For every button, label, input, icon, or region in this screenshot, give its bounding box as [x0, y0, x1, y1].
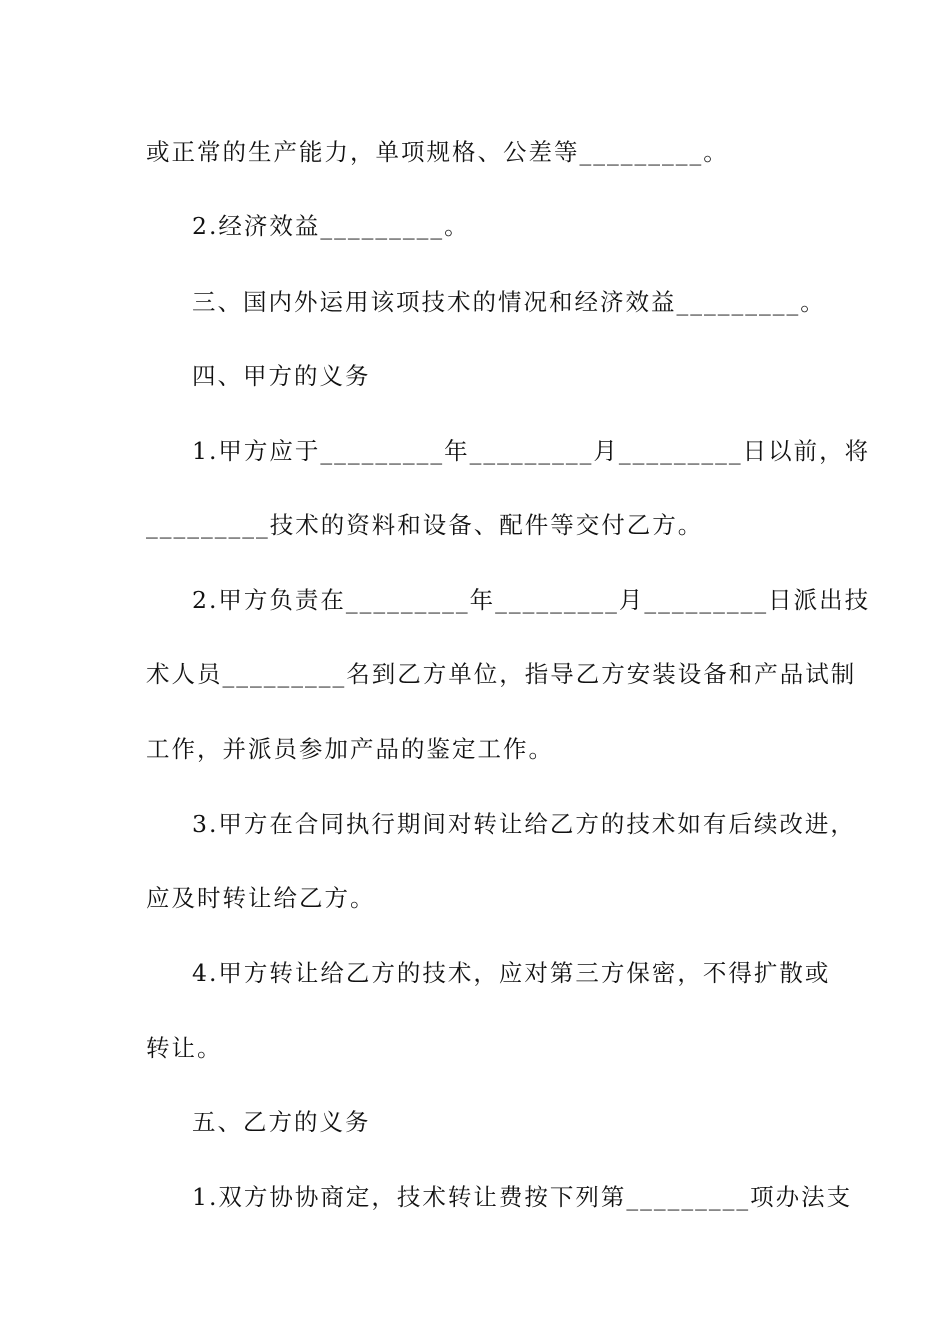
section-heading: 四、甲方的义务 [192, 362, 371, 390]
section-heading: 五、乙方的义务 [192, 1108, 371, 1136]
text-line: 4.甲方转让给乙方的技术，应对第三方保密，不得扩散或 [192, 959, 831, 987]
text-line: _________技术的资料和设备、配件等交付乙方。 [146, 511, 704, 539]
text-line: 2.甲方负责在_________年_________月_________日派出技 [192, 586, 871, 614]
text-line: 1.双方协协商定，技术转让费按下列第_________项办法支 [192, 1183, 853, 1211]
text-line: 2.经济效益_________。 [192, 212, 470, 240]
text-line: 转让。 [146, 1034, 223, 1062]
text-line: 术人员_________名到乙方单位，指导乙方安装设备和产品试制 [146, 660, 857, 688]
text-line: 三、国内外运用该项技术的情况和经济效益_________。 [192, 288, 826, 316]
text-line: 工作，并派员参加产品的鉴定工作。 [146, 735, 554, 763]
text-line: 或正常的生产能力，单项规格、公差等_________。 [146, 138, 729, 166]
text-line: 应及时转让给乙方。 [146, 884, 376, 912]
text-line: 3.甲方在合同执行期间对转让给乙方的技术如有后续改进， [192, 810, 856, 838]
text-line: 1.甲方应于_________年_________月_________日以前，将 [192, 437, 871, 465]
